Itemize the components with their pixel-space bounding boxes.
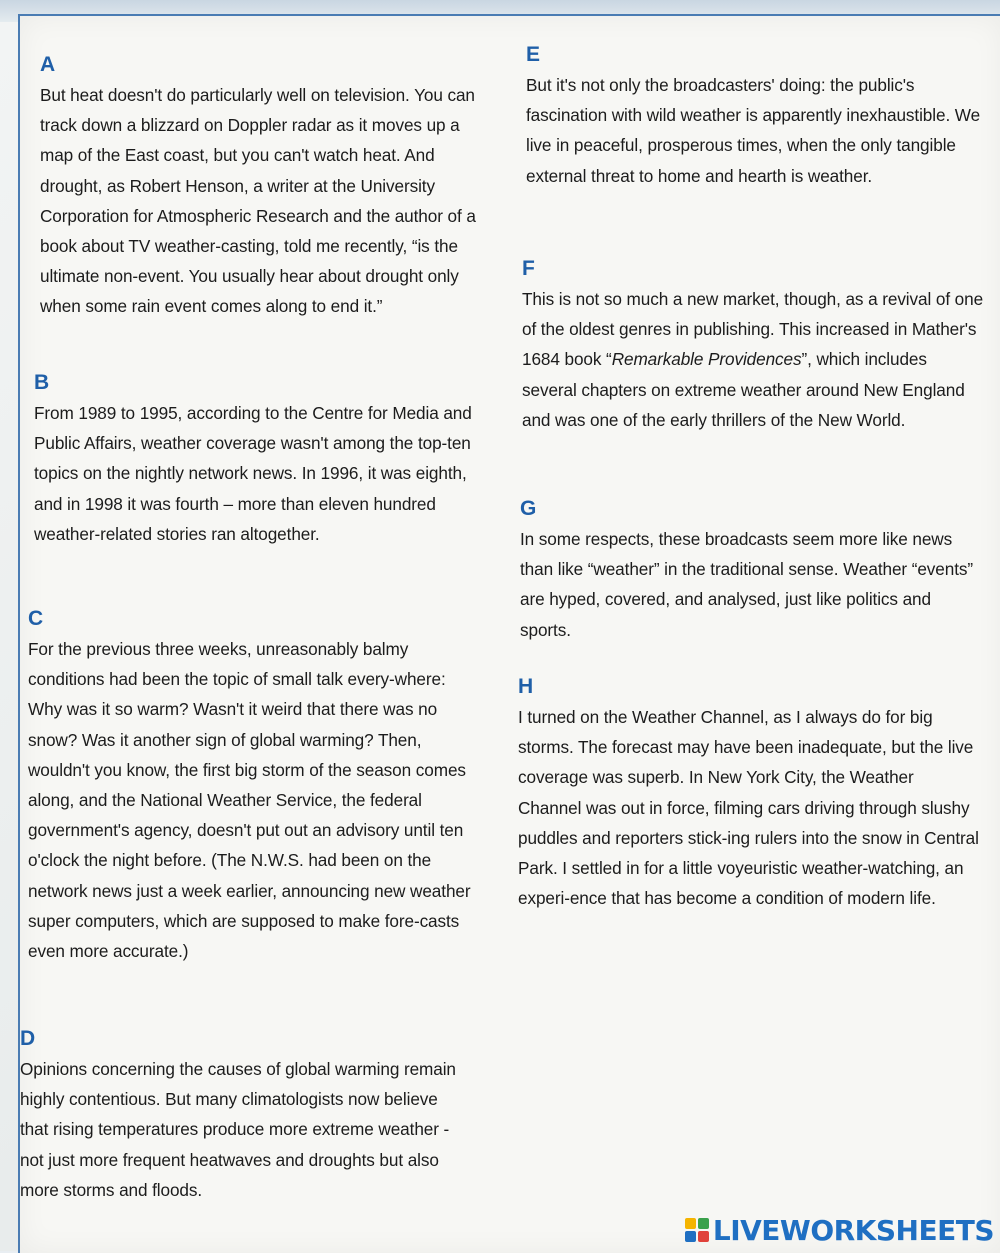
section-text-c: For the previous three weeks, unreasonably balmy conditions had been the topic of small talk every-where: Why was it so warm? Wasn't it weird that there was no snow? Was it another sign of global warming? Then, wouldn't you know, the first big storm of the season comes along, and the National Weather Service, the federal government's agency, doesn't put out an advisory until ten o'clock the night before. (The N.W.S. had been on the network news just a week earlier, announcing new weather super computers, which are supposed to make fore-casts even more accurate.) <box>28 639 471 962</box>
worksheet-sheet <box>18 14 1000 1253</box>
watermark-text: LIVEWORKSHEETS <box>712 1213 994 1247</box>
section-text-f-before: This is not so much a new market, though, as a revival of one of the oldest genres in publishing. This increased in Mather's 1684 book “ <box>522 289 984 370</box>
section-text-g: In some respects, these broadcasts seem more like news than like “weather” in the traditional sense. Weather “events” are hyped, covered, and analysed, just like politics and sports. <box>520 529 974 640</box>
section-b <box>34 370 490 549</box>
section-text-b: From 1989 to 1995, according to the Centre for Media and Public Affairs, weather coverage wasn't among the top-ten topics on the nightly network news. In 1996, it was eighth, and in 1998 it was fourth – more than eleven hundred weather-related stories ran altogether. <box>34 403 472 544</box>
section-d <box>20 1026 470 1205</box>
section-letter-a: A <box>40 53 56 76</box>
section-letter-b: B <box>34 371 50 394</box>
section-letter-f: F <box>522 257 535 280</box>
section-f <box>522 256 984 435</box>
section-letter-d: D <box>20 1027 36 1050</box>
section-a <box>40 52 485 322</box>
liveworksheets-logo-icon <box>685 1218 709 1242</box>
book-title: Remarkable Providences <box>611 349 802 370</box>
section-text-a: But heat doesn't do particularly well on television. You can track down a blizzard on Doppler radar as it moves up a map of the East coast, but you can't watch heat. And drought, as Robert Henson, a writer at the University Corporation for Atmospheric Research and the author of a book about TV weather-casting, told me recently, “is the ultimate non-event. You usually hear about drought only when some rain event comes along to end it.” <box>40 85 476 317</box>
section-c <box>28 606 476 966</box>
section-letter-e: E <box>526 43 541 66</box>
section-text-d: Opinions concerning the causes of global warming remain highly contentious. But many climatologists now believe that rising temperatures produce more extreme weather - not just more frequent heatwaves and droughts but also more storms and floods. <box>20 1059 456 1200</box>
section-h <box>518 674 980 913</box>
section-text-e: But it's not only the broadcasters' doing: the public's fascination with wild weather is apparently inexhaustible. We live in peaceful, prosperous times, when the only tangible external threat to home and hearth is weather. <box>526 75 981 186</box>
section-text-h: I turned on the Weather Channel, as I always do for big storms. The forecast may have been inadequate, but the live coverage was superb. In New York City, the Weather Channel was out in force, filming cars driving through slushy puddles and reporters stick-ing rulers into the snow in Central Park. I settled in for a little voyeuristic weather-watching, an experi-ence that has become a condition of modern life. <box>518 707 979 909</box>
section-e <box>526 42 988 191</box>
section-text-f-after: ”, which includes several chapters on extreme weather around New England and was one of the early thrillers of the New World. <box>522 349 965 430</box>
section-letter-c: C <box>28 607 44 630</box>
section-letter-h: H <box>518 675 534 698</box>
section-letter-g: G <box>520 497 537 520</box>
liveworksheets-watermark <box>685 1213 994 1247</box>
section-text-f <box>522 284 984 435</box>
section-g <box>520 496 978 645</box>
